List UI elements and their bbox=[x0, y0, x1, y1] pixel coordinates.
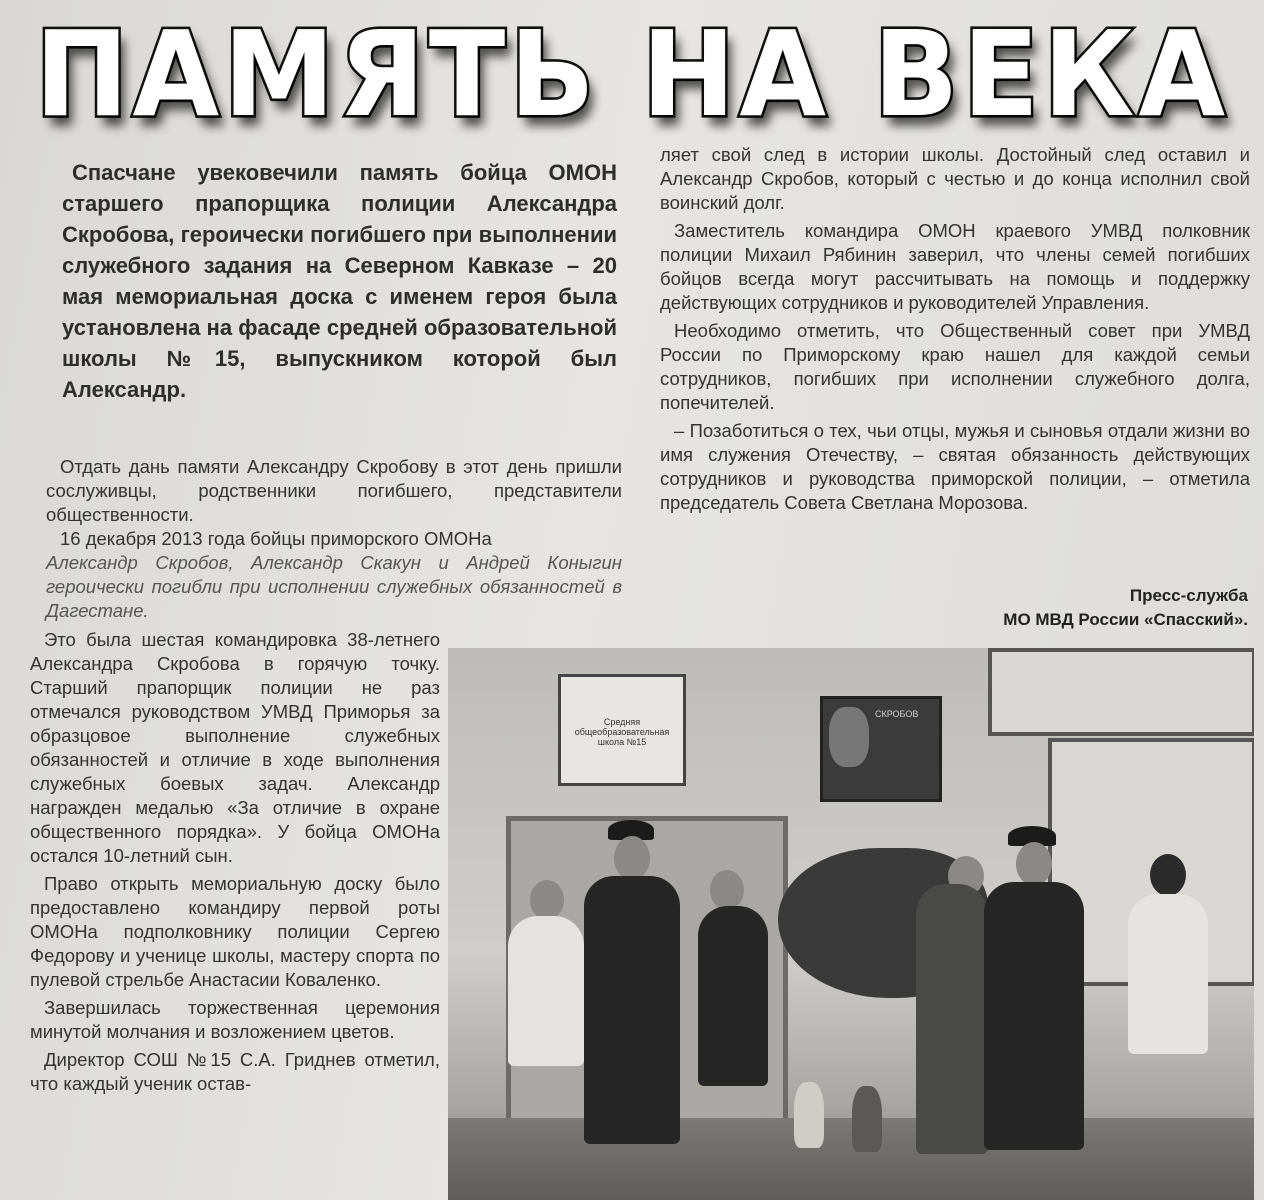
memorial-plaque bbox=[820, 696, 942, 802]
floor bbox=[448, 1118, 1254, 1200]
paragraph: – Позаботиться о тех, чьи отцы, мужья и сыновья отдали жизни во имя служения Отечеству, – святая обязанность действующих сотрудников и руководства приморской полиции, – отметила председатель Совета Светлана Морозова. bbox=[660, 420, 1250, 513]
girl-head bbox=[1150, 854, 1186, 896]
paragraph: Отдать дань памяти Александру Скробову в этот день пришли сослуживцы, родственники погибшего, представители общественности. bbox=[46, 456, 622, 525]
paragraph: Право открыть мемориальную доску было предоставлено командиру первой роты ОМОНа подполковнику полиции Сергею Федорову и ученице школы, мастеру спорта по пулевой стрельбе Анастасии Коваленко. bbox=[30, 873, 440, 990]
signature-line-1: Пресс-служба bbox=[1129, 586, 1248, 605]
student-unveiling bbox=[698, 906, 768, 1086]
officer-head bbox=[614, 836, 650, 880]
paragraph: Это была шестая командировка 38-летнего Александра Скробова в горячую точку. Старший прапорщик полиции не раз отмечался руководством УМВД Приморья за образцовое выполнение служебных обязанностей и отличие в ходе выполнения служебных боевых задач. Александр награжден медалью «За отличие в охране общественного порядка». У бойца ОМОНа остался 10-летний сын. bbox=[30, 629, 440, 866]
officer-left bbox=[584, 876, 680, 1144]
signature-line-2: МО МВД России «Спасский». bbox=[1003, 610, 1248, 629]
girl-head bbox=[530, 880, 564, 920]
paragraph: ляет свой след в истории школы. Достойный след оставил и Александр Скробов, который с честью и до конца исполнил свой воинский долг. bbox=[660, 144, 1250, 213]
officer-head bbox=[1016, 842, 1052, 886]
commander-camo bbox=[916, 884, 988, 1154]
left-column-upper bbox=[46, 455, 622, 623]
signature bbox=[1003, 584, 1248, 632]
girl-left bbox=[508, 916, 584, 1066]
girl-right bbox=[1128, 894, 1208, 1054]
paragraph: Заместитель командира ОМОН краевого УМВД полковник полиции Михаил Рябинин заверил, что члены семей погибших бойцов всегда могут рассчитывать на помощь и поддержку действующих сотрудников и руководителей Управления. bbox=[660, 220, 1250, 313]
school-sign: Средняя общеобразовательная школа №15 bbox=[558, 674, 686, 786]
portrait bbox=[829, 707, 869, 767]
left-column-narrow bbox=[30, 628, 440, 1100]
paragraph: Необходимо отметить, что Общественный совет при УМВД России по Приморскому краю нашел для каждой семьи сотрудников, погибших при исполнении служебного долга, попечителей. bbox=[660, 320, 1250, 413]
italic-paragraph: Александр Скробов, Александр Скакун и Андрей Коныгин героически погибли при исполнении служебных обязанностей в Дагестане. bbox=[46, 552, 622, 621]
plaque-name: СКРОБОВ bbox=[875, 709, 919, 719]
lead-paragraph: Спасчане увековечили память бойца ОМОН старшего прапорщика полиции Александра Скробова, героически погибшего при выполнении служебного задания на Северном Кавказе – 20 мая мемориальная доска с именем героя была установлена на фасаде средней образовательной школы №15, выпускником которой был Александр. bbox=[62, 160, 617, 402]
paragraph: 16 декабря 2013 года бойцы приморского ОМОНа bbox=[60, 528, 492, 549]
right-column bbox=[660, 143, 1250, 519]
paragraph: Завершилась торжественная церемония минутой молчания и возложением цветов. bbox=[30, 997, 440, 1042]
ceremony-photo bbox=[448, 648, 1254, 1200]
vase bbox=[794, 1082, 824, 1148]
window bbox=[988, 648, 1254, 736]
headline bbox=[0, 0, 1264, 150]
student-head bbox=[710, 870, 744, 910]
vase bbox=[852, 1086, 882, 1152]
officer-right bbox=[984, 882, 1084, 1150]
paragraph: Директор СОШ №15 С.А. Гриднев отметил, что каждый ученик остав- bbox=[30, 1049, 440, 1094]
headline-text: ПАМЯТЬ НА ВЕКА bbox=[34, 6, 1230, 144]
